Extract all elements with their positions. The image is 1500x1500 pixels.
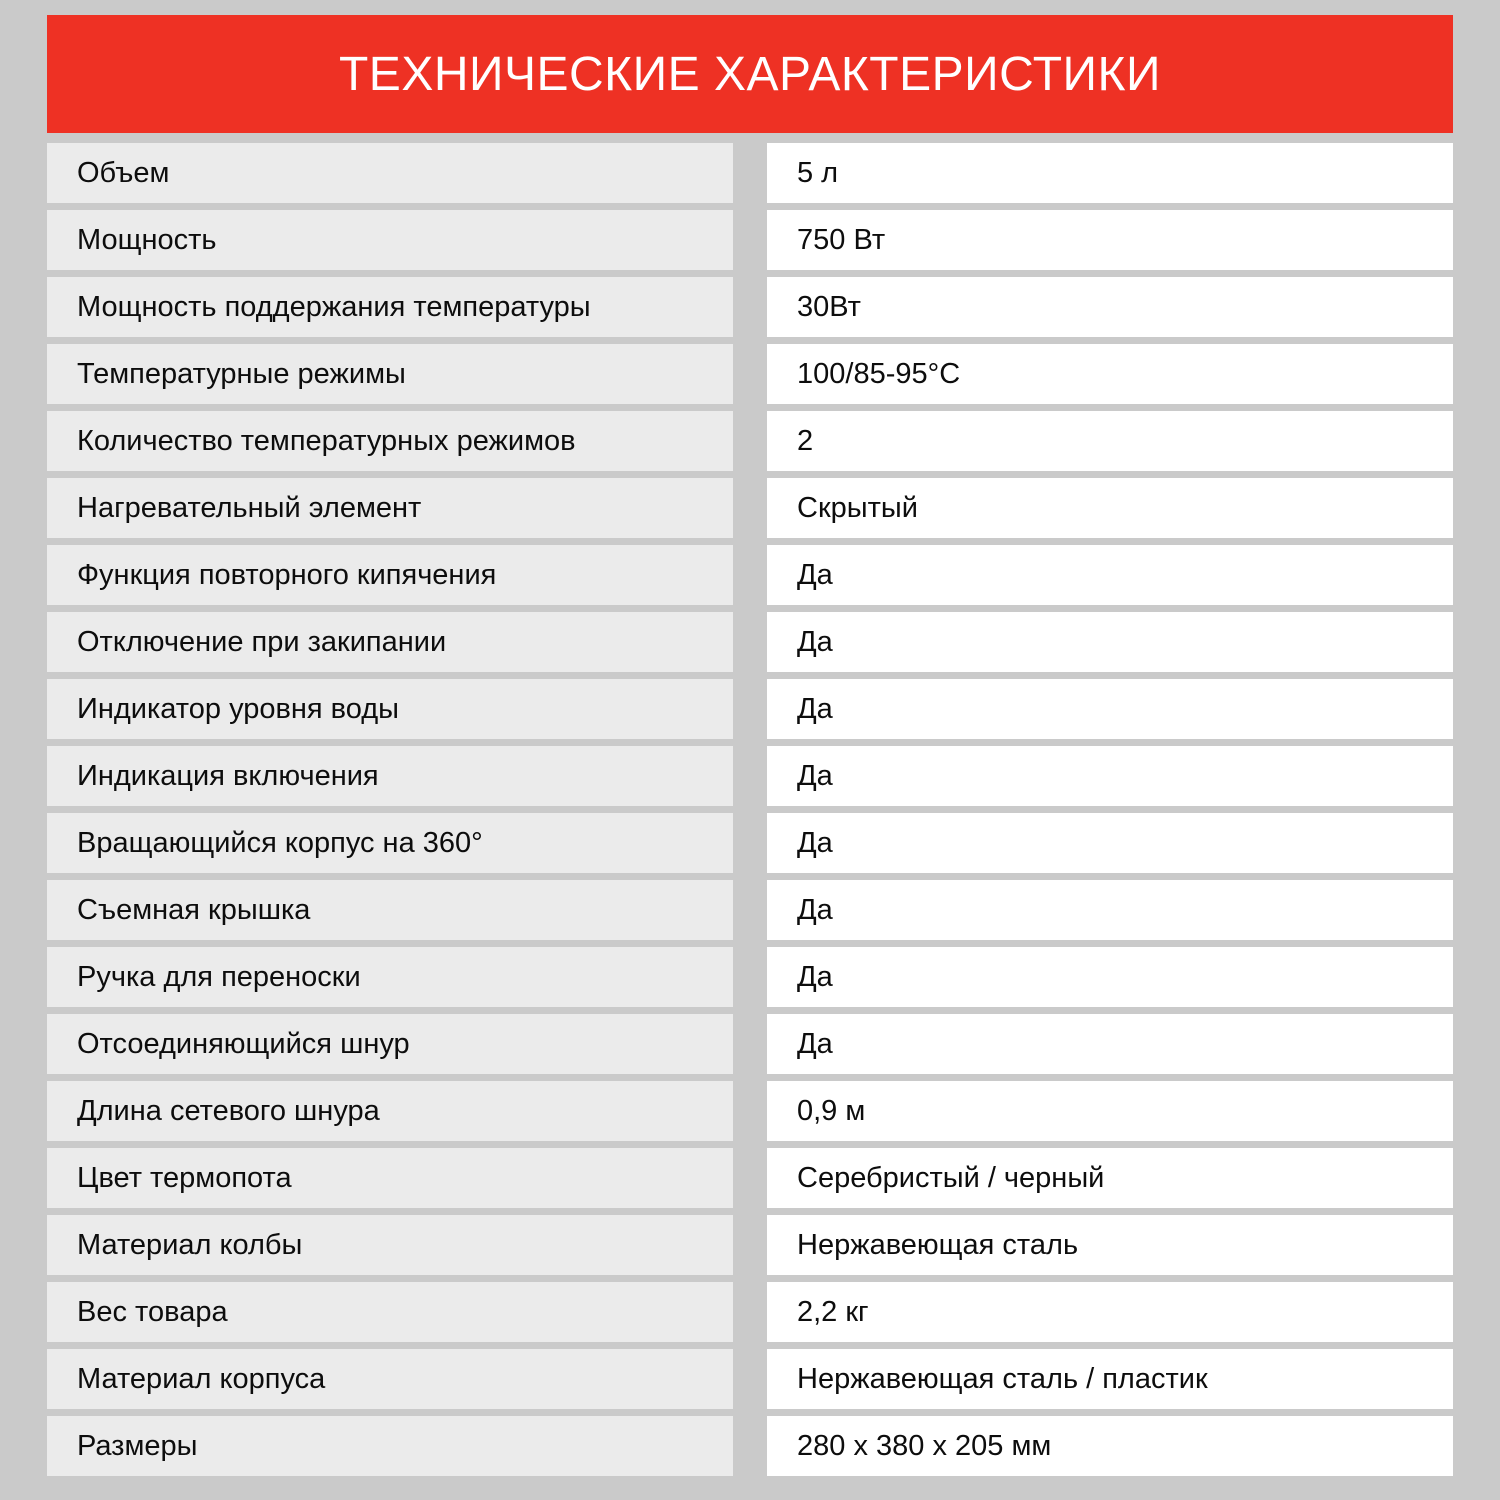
- spec-label-cell: [47, 1215, 733, 1275]
- spec-row: [47, 1081, 1453, 1141]
- spec-value-cell: [767, 679, 1453, 739]
- spec-label: Размеры: [77, 1429, 198, 1462]
- spec-row: [47, 746, 1453, 806]
- spec-label-cell: [47, 1014, 733, 1074]
- spec-value: Да: [797, 826, 833, 859]
- spec-value: 100/85-95°C: [797, 357, 961, 390]
- spec-label-cell: [47, 679, 733, 739]
- spec-label: Индикация включения: [77, 759, 379, 792]
- spec-label: Отключение при закипании: [77, 625, 447, 658]
- spec-label-cell: [47, 344, 733, 404]
- spec-label: Количество температурных режимов: [77, 424, 576, 457]
- spec-row: [47, 277, 1453, 337]
- spec-value: 750 Вт: [797, 223, 886, 256]
- spec-row: [47, 545, 1453, 605]
- spec-value-cell: [767, 746, 1453, 806]
- spec-value-cell: [767, 880, 1453, 940]
- spec-label: Индикатор уровня воды: [77, 692, 400, 725]
- spec-row: [47, 411, 1453, 471]
- spec-label-cell: [47, 880, 733, 940]
- spec-value: Да: [797, 893, 833, 926]
- spec-value: Да: [797, 625, 833, 658]
- page-title: ТЕХНИЧЕСКИЕ ХАРАКТЕРИСТИКИ: [338, 47, 1161, 101]
- spec-label-cell: [47, 1349, 733, 1409]
- spec-table: [47, 143, 1453, 1476]
- spec-label-cell: [47, 1416, 733, 1476]
- spec-value: Да: [797, 692, 833, 725]
- spec-label: Нагревательный элемент: [77, 491, 422, 524]
- spec-label-cell: [47, 746, 733, 806]
- spec-label: Съемная крышка: [77, 893, 311, 926]
- spec-value: Да: [797, 960, 833, 993]
- spec-label: Мощность: [77, 223, 217, 256]
- spec-row: [47, 1416, 1453, 1476]
- spec-label-cell: [47, 947, 733, 1007]
- spec-value: Да: [797, 759, 833, 792]
- spec-label: Вращающийся корпус на 360°: [77, 826, 483, 859]
- spec-value-cell: [767, 210, 1453, 270]
- spec-row: [47, 1014, 1453, 1074]
- spec-label-cell: [47, 143, 733, 203]
- spec-value: Да: [797, 1027, 833, 1060]
- spec-label-cell: [47, 277, 733, 337]
- spec-value-cell: [767, 411, 1453, 471]
- spec-value: 30Вт: [797, 290, 861, 323]
- spec-value: Серебристый / черный: [797, 1161, 1105, 1194]
- spec-value: Нержавеющая сталь: [797, 1228, 1079, 1261]
- spec-row: [47, 210, 1453, 270]
- spec-label: Материал колбы: [77, 1228, 303, 1261]
- spec-label-cell: [47, 210, 733, 270]
- spec-row: [47, 947, 1453, 1007]
- spec-row: [47, 813, 1453, 873]
- spec-label: Отсоединяющийся шнур: [77, 1027, 410, 1060]
- spec-value-cell: [767, 1014, 1453, 1074]
- spec-row: [47, 478, 1453, 538]
- spec-value: Да: [797, 558, 833, 591]
- spec-value-cell: [767, 143, 1453, 203]
- spec-row: [47, 1349, 1453, 1409]
- spec-value: 5 л: [797, 156, 839, 189]
- spec-row: [47, 612, 1453, 672]
- spec-label: Цвет термопота: [77, 1161, 292, 1194]
- spec-label: Длина сетевого шнура: [77, 1094, 380, 1127]
- spec-value-cell: [767, 1081, 1453, 1141]
- spec-label: Вес товара: [77, 1295, 228, 1328]
- spec-value-cell: [767, 813, 1453, 873]
- spec-label-cell: [47, 545, 733, 605]
- spec-row: [47, 1148, 1453, 1208]
- spec-value-cell: [767, 478, 1453, 538]
- spec-value: 2: [797, 424, 814, 457]
- spec-label-cell: [47, 1081, 733, 1141]
- spec-label-cell: [47, 478, 733, 538]
- spec-value: Скрытый: [797, 491, 918, 524]
- spec-value: 2,2 кг: [797, 1295, 869, 1328]
- spec-value-cell: [767, 1215, 1453, 1275]
- spec-label: Ручка для переноски: [77, 960, 361, 993]
- spec-row: [47, 1215, 1453, 1275]
- spec-label-cell: [47, 612, 733, 672]
- spec-label-cell: [47, 813, 733, 873]
- spec-row: [47, 880, 1453, 940]
- spec-label: Функция повторного кипячения: [77, 558, 497, 591]
- spec-value-cell: [767, 277, 1453, 337]
- spec-row: [47, 679, 1453, 739]
- spec-value-cell: [767, 344, 1453, 404]
- spec-value-cell: [767, 1148, 1453, 1208]
- spec-value-cell: [767, 545, 1453, 605]
- spec-value-cell: [767, 1349, 1453, 1409]
- spec-label: Температурные режимы: [77, 357, 406, 390]
- spec-label: Мощность поддержания температуры: [77, 290, 591, 323]
- spec-header-banner: [47, 15, 1453, 133]
- spec-label-cell: [47, 1282, 733, 1342]
- spec-label: Материал корпуса: [77, 1362, 326, 1395]
- spec-label: Объем: [77, 156, 170, 189]
- spec-value-cell: [767, 947, 1453, 1007]
- spec-value-cell: [767, 1282, 1453, 1342]
- spec-label-cell: [47, 411, 733, 471]
- spec-value-cell: [767, 1416, 1453, 1476]
- spec-value: 280 x 380 x 205 мм: [797, 1429, 1052, 1462]
- spec-value-cell: [767, 612, 1453, 672]
- spec-label-cell: [47, 1148, 733, 1208]
- spec-row: [47, 1282, 1453, 1342]
- spec-row: [47, 143, 1453, 203]
- spec-value: 0,9 м: [797, 1094, 866, 1127]
- spec-row: [47, 344, 1453, 404]
- spec-value: Нержавеющая сталь / пластик: [797, 1362, 1208, 1395]
